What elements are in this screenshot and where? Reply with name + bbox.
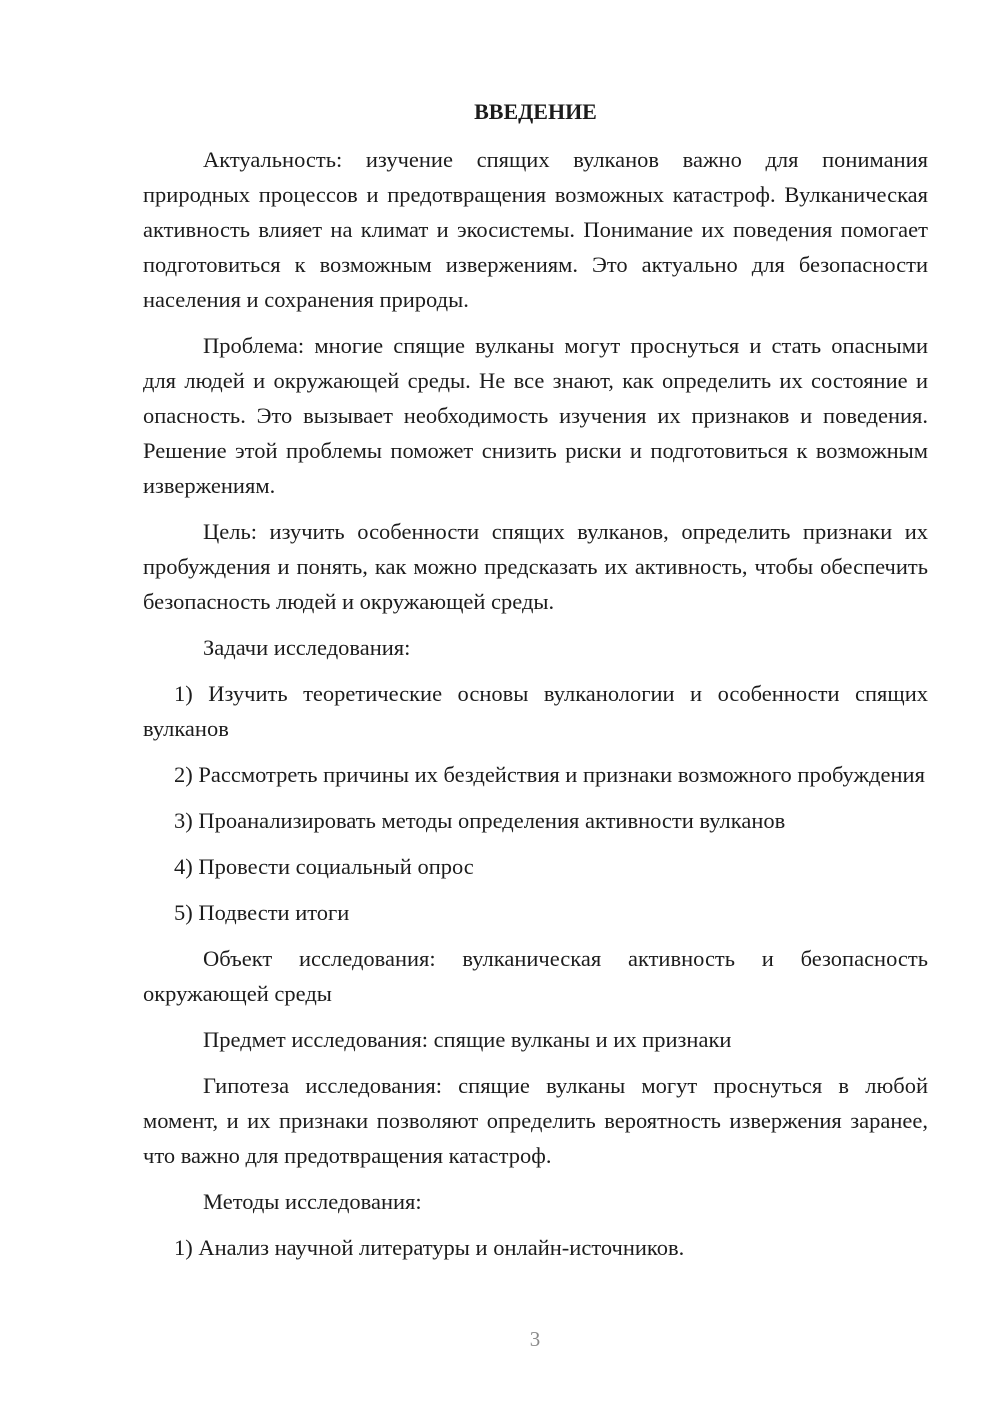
method-item-1: 1) Анализ научной литературы и онлайн-источников. <box>174 1235 685 1260</box>
paragraph-hypothesis: Гипотеза исследования: спящие вулканы могут проснуться в любой момент, и их признаки позволяют определить вероятность извержения заранее, что важно для предотвращения катастроф. <box>143 1073 928 1168</box>
paragraph-relevance: Актуальность: изучение спящих вулканов важно для понимания природных процессов и предотвращения возможных катастроф. Вулканическая активность влияет на климат и экосистемы. Понимание их поведения помогает подготовиться к возможным извержениям. Это актуально для безопасности населения и сохранения природы. <box>143 147 928 312</box>
paragraph-object: Объект исследования: вулканическая активность и безопасность окружающей среды <box>143 946 928 1006</box>
page-number: 3 <box>529 1327 541 1351</box>
methods-heading: Методы исследования: <box>203 1189 422 1214</box>
task-item-2: 2) Рассмотреть причины их бездействия и признаки возможного пробуждения <box>174 762 925 787</box>
page-content <box>143 94 928 1265</box>
page-title-text: ВВЕДЕНИЕ <box>474 99 597 124</box>
task-item-4: 4) Провести социальный опрос <box>174 854 474 879</box>
paragraph-goal: Цель: изучить особенности спящих вулканов, определить признаки их пробуждения и понять, как можно предсказать их активность, чтобы обеспечить безопасность людей и окружающей среды. <box>143 519 928 614</box>
task-item-1: 1) Изучить теоретические основы вулканологии и особенности спящих вулканов <box>143 681 928 741</box>
paragraph-subject: Предмет исследования: спящие вулканы и их признаки <box>203 1027 732 1052</box>
task-item-5: 5) Подвести итоги <box>174 900 350 925</box>
task-item-3: 3) Проанализировать методы определения активности вулканов <box>174 808 786 833</box>
page-title <box>143 94 928 129</box>
tasks-heading: Задачи исследования: <box>203 635 411 660</box>
paragraph-problem: Проблема: многие спящие вулканы могут проснуться и стать опасными для людей и окружающей среды. Не все знают, как определить их состояние и опасность. Это вызывает необходимость изучения их признаков и поведения. Решение этой проблемы поможет снизить риски и подготовиться к возможным извержениям. <box>143 333 928 498</box>
